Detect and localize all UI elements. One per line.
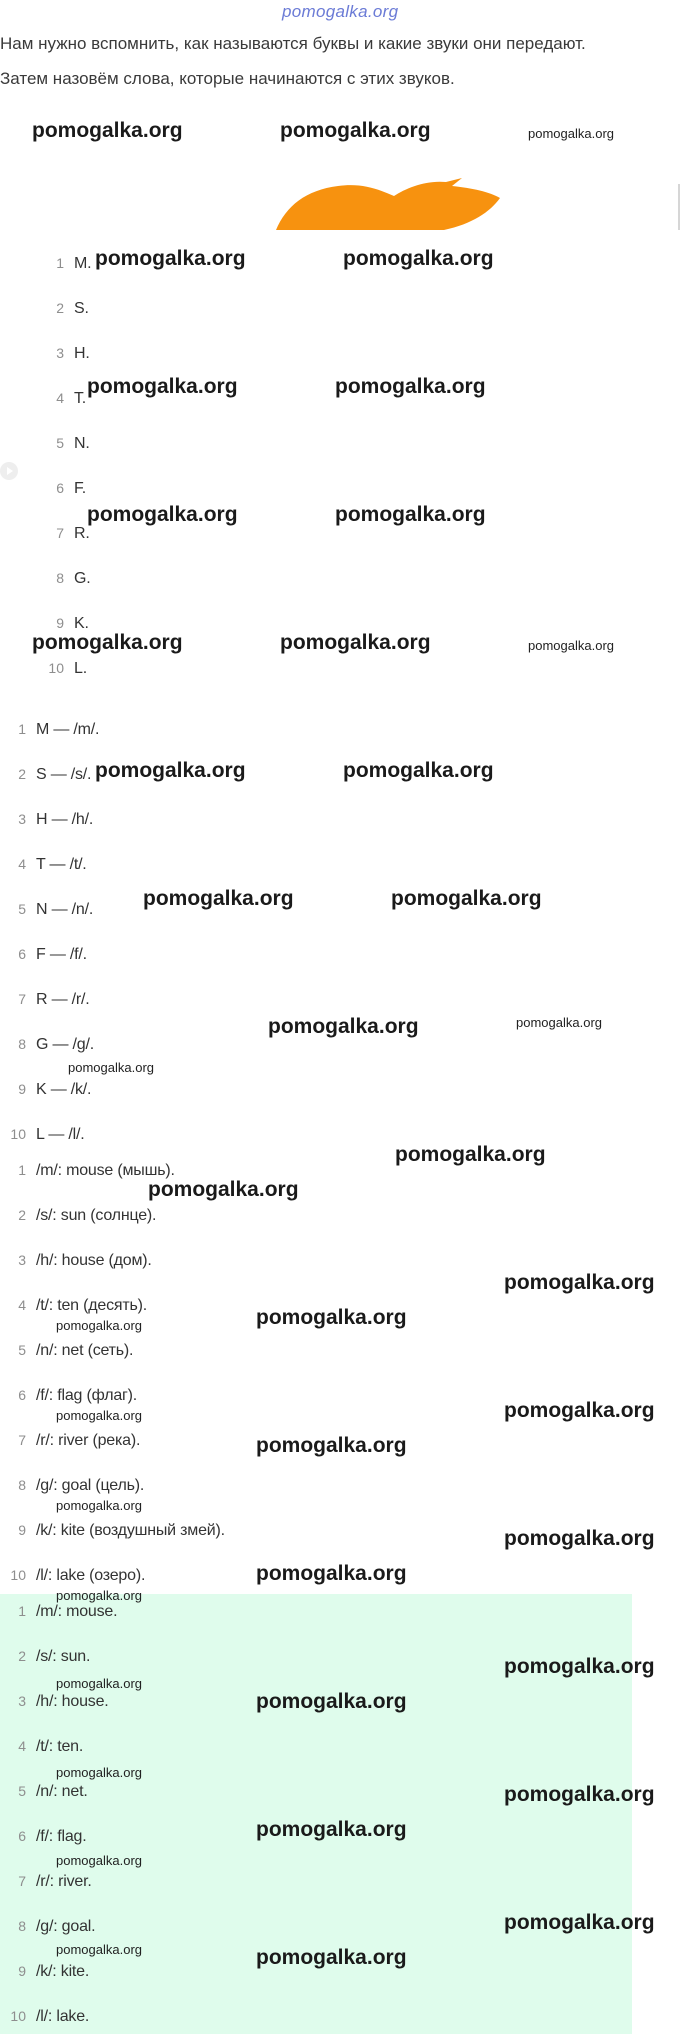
answer-item bbox=[0, 1693, 109, 1711]
answer-item-number: 4 bbox=[18, 1738, 26, 1754]
word-item bbox=[0, 1252, 152, 1270]
watermark-text: pomogalka.org bbox=[256, 1946, 407, 1969]
watermark-text: pomogalka.org bbox=[335, 375, 486, 398]
sound-item-text: M — /m/. bbox=[36, 721, 100, 738]
word-item-text: /m/: mouse (мышь). bbox=[36, 1162, 175, 1179]
orange-illustration bbox=[276, 178, 500, 232]
answer-item-number: 9 bbox=[18, 1963, 26, 1979]
word-item-text: /k/: kite (воздушный змей). bbox=[36, 1522, 225, 1539]
watermark-text: pomogalka.org bbox=[56, 1676, 142, 1691]
letter-item bbox=[0, 390, 86, 408]
word-item-number: 7 bbox=[18, 1432, 26, 1448]
watermark-text: pomogalka.org bbox=[56, 1765, 142, 1780]
sound-item bbox=[0, 811, 93, 829]
watermark-text: pomogalka.org bbox=[56, 1498, 142, 1513]
answer-item-text: /h/: house. bbox=[36, 1693, 109, 1710]
watermark-text: pomogalka.org bbox=[256, 1818, 407, 1841]
word-item-number: 5 bbox=[18, 1342, 26, 1358]
word-item bbox=[0, 1477, 144, 1495]
watermark-text: pomogalka.org bbox=[148, 1178, 299, 1201]
answer-item bbox=[0, 1873, 92, 1891]
letter-item-text: R. bbox=[74, 525, 90, 542]
watermark-text: pomogalka.org bbox=[504, 1911, 655, 1934]
answer-item-text: /t/: ten. bbox=[36, 1738, 84, 1755]
sound-item-number: 1 bbox=[18, 721, 26, 737]
word-item-text: /l/: lake (озеро). bbox=[36, 1567, 146, 1584]
watermark-text: pomogalka.org bbox=[95, 759, 246, 782]
sound-item bbox=[0, 946, 87, 964]
sound-item-number: 2 bbox=[18, 766, 26, 782]
letter-item-number: 7 bbox=[56, 525, 64, 541]
sound-item bbox=[0, 991, 90, 1009]
word-item-number: 8 bbox=[18, 1477, 26, 1493]
answer-item-number: 8 bbox=[18, 1918, 26, 1934]
word-item-number: 10 bbox=[10, 1567, 26, 1583]
letter-item bbox=[0, 435, 90, 453]
letter-item bbox=[0, 570, 91, 588]
letter-item bbox=[0, 660, 87, 678]
letter-item-text: N. bbox=[74, 435, 90, 452]
sound-item-number: 10 bbox=[10, 1126, 26, 1142]
watermark-text: pomogalka.org bbox=[143, 887, 294, 910]
watermark-text: pomogalka.org bbox=[256, 1562, 407, 1585]
watermark-text: pomogalka.org bbox=[56, 1318, 142, 1333]
watermark-text: pomogalka.org bbox=[256, 1434, 407, 1457]
letter-item-text: L. bbox=[74, 660, 87, 677]
watermark-text: pomogalka.org bbox=[256, 1306, 407, 1329]
watermark-text: pomogalka.org bbox=[95, 247, 246, 270]
sound-item-text: F — /f/. bbox=[36, 946, 87, 963]
answer-item-text: /k/: kite. bbox=[36, 1963, 90, 1980]
sound-item-text: K — /k/. bbox=[36, 1081, 92, 1098]
watermark-text: pomogalka.org bbox=[504, 1655, 655, 1678]
intro-line-1: Нам нужно вспомнить, как называются буквы и какие звуки они передают. bbox=[0, 34, 586, 53]
sound-item-text: T — /t/. bbox=[36, 856, 87, 873]
watermark-text: pomogalka.org bbox=[256, 1690, 407, 1713]
watermark-text: pomogalka.org bbox=[56, 1588, 142, 1603]
sound-item-number: 9 bbox=[18, 1081, 26, 1097]
answer-item-text: /g/: goal. bbox=[36, 1918, 96, 1935]
watermark-text: pomogalka.org bbox=[335, 503, 486, 526]
sound-item bbox=[0, 721, 99, 739]
sound-item-text: N — /n/. bbox=[36, 901, 94, 918]
answer-item-text: /n/: net. bbox=[36, 1783, 88, 1800]
letter-item-text: T. bbox=[74, 390, 87, 407]
answer-item bbox=[0, 2008, 89, 2026]
watermark-text: pomogalka.org bbox=[56, 1942, 142, 1957]
watermark-text: pomogalka.org bbox=[504, 1271, 655, 1294]
watermark-text: pomogalka.org bbox=[504, 1783, 655, 1806]
watermark-text: pomogalka.org bbox=[56, 1853, 142, 1868]
word-item-number: 1 bbox=[18, 1162, 26, 1178]
answer-item bbox=[0, 1648, 90, 1666]
sound-item-number: 6 bbox=[18, 946, 26, 962]
letter-item-text: M. bbox=[74, 255, 92, 272]
answer-item-number: 5 bbox=[18, 1783, 26, 1799]
watermark-text: pomogalka.org bbox=[504, 1527, 655, 1550]
answer-item bbox=[0, 1963, 89, 1981]
watermark-text: pomogalka.org bbox=[343, 759, 494, 782]
sound-item-text: R — /r/. bbox=[36, 991, 90, 1008]
answer-item-number: 3 bbox=[18, 1693, 26, 1709]
sound-item-number: 5 bbox=[18, 901, 26, 917]
answer-item bbox=[0, 1603, 117, 1621]
sound-item-number: 7 bbox=[18, 991, 26, 1007]
answer-item bbox=[0, 1783, 88, 1801]
letter-item bbox=[0, 255, 91, 273]
answer-item-text: /m/: mouse. bbox=[36, 1603, 118, 1620]
letter-item-number: 10 bbox=[48, 660, 64, 676]
sound-item-text: S — /s/. bbox=[36, 766, 92, 783]
sound-item bbox=[0, 766, 91, 784]
watermark-text: pomogalka.org bbox=[56, 1408, 142, 1423]
word-item-text: /s/: sun (солнце). bbox=[36, 1207, 157, 1224]
letter-item-text: S. bbox=[74, 300, 89, 317]
letter-item-number: 5 bbox=[56, 435, 64, 451]
word-item bbox=[0, 1432, 140, 1450]
word-item-text: /h/: house (дом). bbox=[36, 1252, 152, 1269]
letter-item bbox=[0, 525, 90, 543]
word-item-number: 2 bbox=[18, 1207, 26, 1223]
watermark-text: pomogalka.org bbox=[528, 638, 614, 653]
letter-item-number: 6 bbox=[56, 480, 64, 496]
sound-item-text: H — /h/. bbox=[36, 811, 94, 828]
sound-item bbox=[0, 856, 87, 874]
answer-item-text: /l/: lake. bbox=[36, 2008, 90, 2025]
watermark-text: pomogalka.org bbox=[343, 247, 494, 270]
answer-item bbox=[0, 1828, 86, 1846]
watermark-text: pomogalka.org bbox=[280, 119, 431, 142]
play-icon[interactable] bbox=[0, 462, 18, 480]
watermark-text: pomogalka.org bbox=[68, 1060, 154, 1075]
sound-item-number: 8 bbox=[18, 1036, 26, 1052]
sound-item bbox=[0, 1126, 85, 1144]
letter-item-number: 4 bbox=[56, 390, 64, 406]
word-item bbox=[0, 1567, 145, 1585]
answer-item-text: /r/: river. bbox=[36, 1873, 92, 1890]
letter-item-number: 3 bbox=[56, 345, 64, 361]
watermark-text: pomogalka.org bbox=[395, 1143, 546, 1166]
answer-item-number: 2 bbox=[18, 1648, 26, 1664]
word-item bbox=[0, 1297, 147, 1315]
sound-item bbox=[0, 1036, 94, 1054]
word-item-text: /r/: river (река). bbox=[36, 1432, 141, 1449]
letter-item-number: 1 bbox=[56, 255, 64, 271]
answer-item-number: 10 bbox=[10, 2008, 26, 2024]
site-logo[interactable]: pomogalka.org bbox=[282, 2, 399, 21]
word-item bbox=[0, 1387, 137, 1405]
letter-item bbox=[0, 480, 86, 498]
intro-line-2: Затем назовём слова, которые начинаются с этих звуков. bbox=[0, 69, 455, 88]
watermark-text: pomogalka.org bbox=[516, 1015, 602, 1030]
word-item-text: /n/: net (сеть). bbox=[36, 1342, 134, 1359]
watermark-text: pomogalka.org bbox=[504, 1399, 655, 1422]
letter-item-number: 8 bbox=[56, 570, 64, 586]
answer-item-text: /s/: sun. bbox=[36, 1648, 91, 1665]
letter-item-text: G. bbox=[74, 570, 91, 587]
sound-item-number: 3 bbox=[18, 811, 26, 827]
sound-item-number: 4 bbox=[18, 856, 26, 872]
watermark-text: pomogalka.org bbox=[87, 375, 238, 398]
answer-item-number: 1 bbox=[18, 1603, 26, 1619]
watermark-text: pomogalka.org bbox=[32, 631, 183, 654]
watermark-text: pomogalka.org bbox=[32, 119, 183, 142]
answer-item-number: 6 bbox=[18, 1828, 26, 1844]
letter-item-number: 9 bbox=[56, 615, 64, 631]
word-item-number: 4 bbox=[18, 1297, 26, 1313]
word-item-text: /f/: flag (флаг). bbox=[36, 1387, 138, 1404]
word-item-number: 9 bbox=[18, 1522, 26, 1538]
word-item bbox=[0, 1207, 156, 1225]
sound-item-text: L — /l/. bbox=[36, 1126, 85, 1143]
answer-item bbox=[0, 1738, 83, 1756]
word-item-number: 6 bbox=[18, 1387, 26, 1403]
word-item-number: 3 bbox=[18, 1252, 26, 1268]
sound-item bbox=[0, 1081, 91, 1099]
word-item bbox=[0, 1522, 225, 1540]
letter-item-text: F. bbox=[74, 480, 87, 497]
watermark-text: pomogalka.org bbox=[87, 503, 238, 526]
letter-item-number: 2 bbox=[56, 300, 64, 316]
watermark-text: pomogalka.org bbox=[280, 631, 431, 654]
letter-item-text: K. bbox=[74, 615, 89, 632]
word-item bbox=[0, 1342, 133, 1360]
word-item-text: /g/: goal (цель). bbox=[36, 1477, 145, 1494]
answer-item-text: /f/: flag. bbox=[36, 1828, 87, 1845]
watermark-text: pomogalka.org bbox=[268, 1015, 419, 1038]
answer-item bbox=[0, 1918, 95, 1936]
letter-item bbox=[0, 300, 89, 318]
letter-item bbox=[0, 345, 90, 363]
watermark-text: pomogalka.org bbox=[391, 887, 542, 910]
sound-item-text: G — /g/. bbox=[36, 1036, 94, 1053]
watermark-text: pomogalka.org bbox=[528, 126, 614, 141]
word-item-text: /t/: ten (десять). bbox=[36, 1297, 147, 1314]
answer-item-number: 7 bbox=[18, 1873, 26, 1889]
sound-item bbox=[0, 901, 93, 919]
letter-item-text: H. bbox=[74, 345, 90, 362]
